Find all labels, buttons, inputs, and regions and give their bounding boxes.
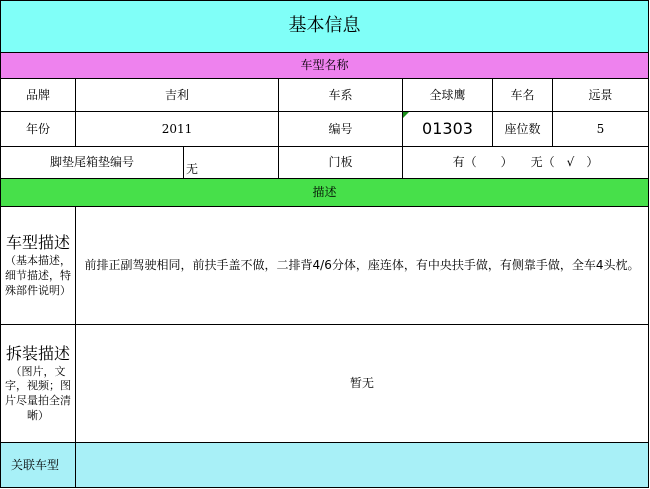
model-desc-text[interactable]: 前排正副驾驶相同，前扶手盖不做，二排背4/6分体，座连体，有中央扶手做，有侧靠手做，全车4头枕。 bbox=[75, 206, 649, 325]
comment-marker-icon bbox=[403, 112, 409, 118]
section-model-name: 车型名称 bbox=[0, 52, 649, 79]
door-label: 门板 bbox=[278, 146, 403, 179]
seats-value[interactable]: 5 bbox=[552, 111, 649, 147]
related-models-value[interactable] bbox=[75, 442, 649, 488]
model-desc-label bbox=[0, 206, 76, 325]
disassembly-heading: 拆装描述 bbox=[5, 344, 70, 364]
footmat-label: 脚垫尾箱垫编号 bbox=[0, 146, 184, 179]
related-models-label: 关联车型 bbox=[0, 442, 76, 488]
footmat-value[interactable]: 无 bbox=[183, 146, 279, 179]
car-name-label: 车名 bbox=[492, 78, 553, 112]
year-value[interactable]: 2011 bbox=[75, 111, 279, 147]
seats-label: 座位数 bbox=[492, 111, 553, 147]
model-desc-note: （基本描述，细节描述，特殊部件说明） bbox=[5, 254, 71, 297]
disassembly-text[interactable]: 暂无 bbox=[75, 324, 649, 443]
disassembly-note: （图片，文字，视频；图片尽量拍全清晰） bbox=[5, 364, 71, 423]
page-title: 基本信息 bbox=[0, 0, 649, 53]
code-label: 编号 bbox=[278, 111, 403, 147]
brand-value[interactable]: 吉利 bbox=[75, 78, 279, 112]
series-label: 车系 bbox=[278, 78, 403, 112]
code-value[interactable]: 01303 bbox=[402, 111, 493, 147]
series-value[interactable]: 全球鹰 bbox=[402, 78, 493, 112]
section-description: 描述 bbox=[0, 178, 649, 207]
door-value[interactable]: 有（ ） 无（ √ ） bbox=[402, 146, 649, 179]
brand-label: 品牌 bbox=[0, 78, 76, 112]
year-label: 年份 bbox=[0, 111, 76, 147]
model-desc-heading: 车型描述 bbox=[5, 233, 70, 253]
car-name-value[interactable]: 远景 bbox=[552, 78, 649, 112]
disassembly-label bbox=[0, 324, 76, 443]
